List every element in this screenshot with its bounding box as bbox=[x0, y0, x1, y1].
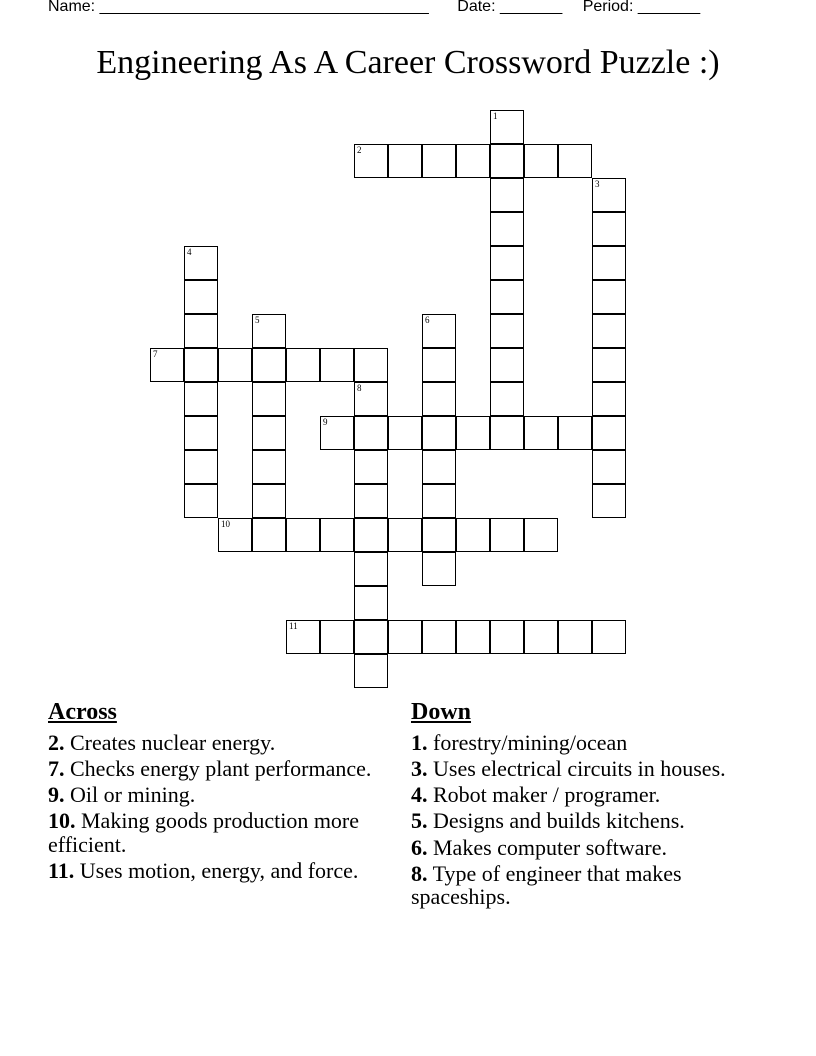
grid-cell[interactable] bbox=[592, 212, 626, 246]
grid-cell[interactable] bbox=[456, 620, 490, 654]
cell-number: 4 bbox=[187, 247, 192, 257]
grid-cell[interactable] bbox=[456, 144, 490, 178]
clue-text: Making goods production more efficient. bbox=[48, 808, 360, 857]
cell-number: 8 bbox=[357, 383, 362, 393]
grid-cell[interactable] bbox=[592, 246, 626, 280]
grid-cell[interactable] bbox=[592, 484, 626, 518]
grid-cell[interactable] bbox=[524, 620, 558, 654]
clue-number: 7. bbox=[48, 756, 65, 782]
grid-cell[interactable] bbox=[354, 382, 388, 416]
grid-cell[interactable] bbox=[592, 314, 626, 348]
grid-cell[interactable] bbox=[422, 518, 456, 552]
grid-cell[interactable] bbox=[456, 416, 490, 450]
grid-cell[interactable] bbox=[558, 416, 592, 450]
cell-number: 1 bbox=[493, 111, 498, 121]
grid-cell[interactable] bbox=[422, 484, 456, 518]
grid-cell[interactable] bbox=[592, 280, 626, 314]
grid-cell[interactable] bbox=[490, 246, 524, 280]
clue-text: Uses motion, energy, and force. bbox=[74, 857, 359, 883]
clue-text: Checks energy plant performance. bbox=[64, 756, 372, 782]
grid-cell[interactable] bbox=[252, 518, 286, 552]
grid-cell[interactable] bbox=[184, 314, 218, 348]
grid-cell[interactable] bbox=[592, 178, 626, 212]
grid-cell[interactable] bbox=[150, 348, 184, 382]
grid-cell[interactable] bbox=[422, 348, 456, 382]
cell-number: 5 bbox=[255, 315, 260, 325]
grid-cell[interactable] bbox=[320, 518, 354, 552]
grid-cell[interactable] bbox=[184, 484, 218, 518]
grid-cell[interactable] bbox=[184, 416, 218, 450]
clue-number: 10. bbox=[48, 808, 76, 834]
grid-cell[interactable] bbox=[422, 552, 456, 586]
cell-number: 6 bbox=[425, 315, 430, 325]
grid-cell[interactable] bbox=[320, 416, 354, 450]
grid-cell[interactable] bbox=[558, 144, 592, 178]
grid-cell[interactable] bbox=[252, 416, 286, 450]
period-field[interactable]: Period: _______ bbox=[582, 0, 701, 15]
grid-cell[interactable] bbox=[354, 586, 388, 620]
grid-cell[interactable] bbox=[388, 620, 422, 654]
down-clues bbox=[411, 700, 771, 911]
grid-cell[interactable] bbox=[388, 416, 422, 450]
clue-number: 6. bbox=[411, 834, 428, 860]
cell-number: 11 bbox=[289, 621, 298, 631]
down-clue bbox=[411, 731, 771, 754]
across-clue bbox=[48, 783, 378, 806]
grid-cell[interactable] bbox=[184, 450, 218, 484]
grid-cell[interactable] bbox=[354, 552, 388, 586]
grid-cell[interactable] bbox=[490, 280, 524, 314]
clue-text: Robot maker / programer. bbox=[427, 782, 661, 808]
grid-cell[interactable] bbox=[388, 518, 422, 552]
grid-cell[interactable] bbox=[592, 416, 626, 450]
grid-cell[interactable] bbox=[422, 382, 456, 416]
cell-number: 10 bbox=[221, 519, 230, 529]
grid-cell[interactable] bbox=[218, 518, 252, 552]
grid-cell[interactable] bbox=[320, 620, 354, 654]
clue-number: 11. bbox=[48, 857, 75, 883]
grid-cell[interactable] bbox=[354, 518, 388, 552]
grid-cell[interactable] bbox=[184, 382, 218, 416]
clue-number: 4. bbox=[411, 782, 428, 808]
clue-text: Oil or mining. bbox=[64, 782, 196, 808]
cell-number: 9 bbox=[323, 417, 328, 427]
grid-cell[interactable] bbox=[252, 348, 286, 382]
grid-cell[interactable] bbox=[286, 518, 320, 552]
clue-number: 5. bbox=[411, 808, 428, 834]
across-clue bbox=[48, 757, 378, 780]
grid-cell[interactable] bbox=[286, 620, 320, 654]
grid-cell[interactable] bbox=[354, 348, 388, 382]
grid-cell[interactable] bbox=[184, 280, 218, 314]
grid-cell[interactable] bbox=[490, 110, 524, 144]
grid-cell[interactable] bbox=[490, 620, 524, 654]
grid-cell[interactable] bbox=[354, 484, 388, 518]
clue-number: 8. bbox=[411, 860, 428, 886]
grid-cell[interactable] bbox=[184, 348, 218, 382]
clue-text: Makes computer software. bbox=[427, 834, 667, 860]
grid-cell[interactable] bbox=[592, 382, 626, 416]
puzzle-title: Engineering As A Career Crossword Puzzle :) bbox=[96, 44, 720, 81]
grid-cell[interactable] bbox=[252, 450, 286, 484]
clue-text: Uses electrical circuits in houses. bbox=[427, 756, 726, 782]
grid-cell[interactable] bbox=[592, 348, 626, 382]
down-clue bbox=[411, 757, 771, 780]
down-clue bbox=[411, 862, 771, 908]
grid-cell[interactable] bbox=[354, 450, 388, 484]
down-clue bbox=[411, 836, 771, 859]
clue-number: 1. bbox=[411, 730, 428, 756]
cell-number: 2 bbox=[357, 145, 362, 155]
grid-cell[interactable] bbox=[524, 416, 558, 450]
clue-number: 2. bbox=[48, 730, 65, 756]
grid-cell[interactable] bbox=[354, 620, 388, 654]
clue-text: Creates nuclear energy. bbox=[64, 730, 276, 756]
grid-cell[interactable] bbox=[490, 144, 524, 178]
grid-cell[interactable] bbox=[354, 144, 388, 178]
across-clue bbox=[48, 809, 378, 855]
down-heading: Down bbox=[411, 699, 472, 725]
grid-cell[interactable] bbox=[252, 484, 286, 518]
grid-cell[interactable] bbox=[422, 314, 456, 348]
grid-cell[interactable] bbox=[422, 620, 456, 654]
grid-cell[interactable] bbox=[456, 518, 490, 552]
cell-number: 3 bbox=[595, 179, 600, 189]
grid-cell[interactable] bbox=[558, 620, 592, 654]
grid-cell[interactable] bbox=[286, 348, 320, 382]
date-field[interactable]: Date: _______ bbox=[457, 0, 563, 15]
grid-cell[interactable] bbox=[422, 416, 456, 450]
across-clue bbox=[48, 731, 378, 754]
grid-cell[interactable] bbox=[320, 348, 354, 382]
grid-cell[interactable] bbox=[218, 348, 252, 382]
clue-text: Type of engineer that makes spaceships. bbox=[411, 860, 682, 909]
grid-cell[interactable] bbox=[490, 212, 524, 246]
grid-cell[interactable] bbox=[490, 518, 524, 552]
across-heading: Across bbox=[48, 699, 117, 725]
grid-cell[interactable] bbox=[490, 382, 524, 416]
grid-cell[interactable] bbox=[354, 416, 388, 450]
grid-cell[interactable] bbox=[422, 144, 456, 178]
grid-cell[interactable] bbox=[490, 314, 524, 348]
grid-cell[interactable] bbox=[252, 314, 286, 348]
grid-cell[interactable] bbox=[388, 144, 422, 178]
clue-number: 3. bbox=[411, 756, 428, 782]
down-clue bbox=[411, 783, 771, 806]
down-clue bbox=[411, 809, 771, 832]
across-clue bbox=[48, 859, 378, 882]
grid-cell[interactable] bbox=[490, 416, 524, 450]
clue-text: forestry/mining/ocean bbox=[427, 730, 628, 756]
across-clues bbox=[48, 700, 378, 885]
clue-number: 9. bbox=[48, 782, 65, 808]
grid-cell[interactable] bbox=[422, 450, 456, 484]
name-field[interactable]: Name: _____________________________________ bbox=[48, 0, 429, 15]
grid-cell[interactable] bbox=[490, 348, 524, 382]
grid-cell[interactable] bbox=[524, 518, 558, 552]
cell-number: 7 bbox=[153, 349, 158, 359]
grid-cell[interactable] bbox=[524, 144, 558, 178]
grid-cell[interactable] bbox=[592, 620, 626, 654]
grid-cell[interactable] bbox=[592, 450, 626, 484]
grid-cell[interactable] bbox=[184, 246, 218, 280]
grid-cell[interactable] bbox=[354, 654, 388, 688]
grid-cell[interactable] bbox=[252, 382, 286, 416]
clue-text: Designs and builds kitchens. bbox=[427, 808, 685, 834]
grid-cell[interactable] bbox=[490, 178, 524, 212]
